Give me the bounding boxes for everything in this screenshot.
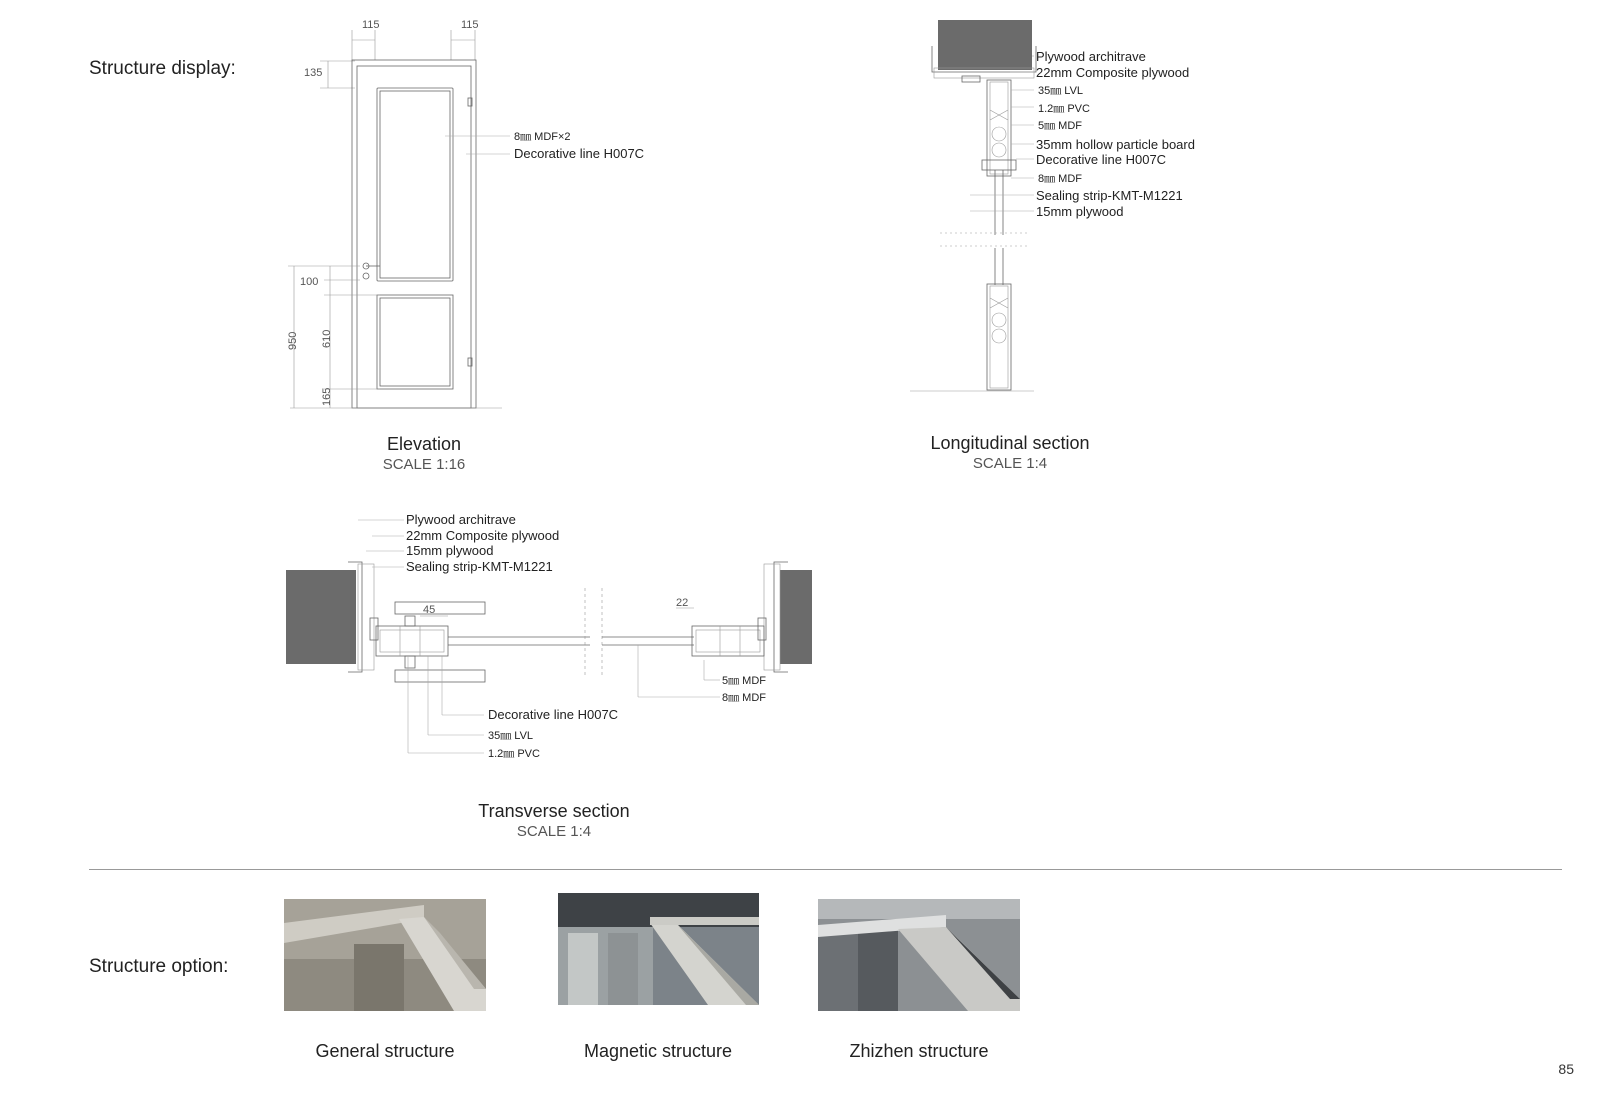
- structure-option-label: Structure option:: [89, 956, 229, 977]
- structure-display-label: Structure display:: [89, 58, 236, 79]
- dim-handle-gap: 100: [300, 276, 319, 288]
- trans-dim-right: 22: [676, 597, 689, 609]
- section-divider: [89, 869, 1562, 870]
- option-label-magnetic: Magnetic structure: [583, 1041, 733, 1061]
- longitudinal-section-drawing: [910, 10, 1250, 410]
- long-label-7: 8㎜ MDF: [1038, 173, 1082, 185]
- longitudinal-scale: SCALE 1:4: [972, 455, 1048, 472]
- long-label-6: Decorative line H007C: [1036, 152, 1167, 167]
- longitudinal-caption: [890, 433, 1130, 472]
- trans-right-label-1: 8㎜ MDF: [722, 692, 766, 704]
- option-label-zhizhen: Zhizhen structure: [849, 1041, 989, 1061]
- long-label-8: Sealing strip-KMT-M1221: [1036, 188, 1183, 203]
- dim-top-left: 115: [362, 19, 380, 31]
- dim-top-right: 115: [461, 19, 479, 31]
- trans-dim-left: 45: [423, 604, 436, 616]
- long-label-5: 35mm hollow particle board: [1036, 137, 1195, 152]
- trans-bottom-label-2: 1.2㎜ PVC: [488, 748, 540, 760]
- trans-top-label-3: Sealing strip-KMT-M1221: [406, 559, 553, 574]
- magnetic-structure-image: [558, 893, 759, 1005]
- trans-right-label-0: 5㎜ MDF: [722, 675, 766, 687]
- transverse-section-drawing: [280, 512, 840, 780]
- trans-top-label-1: 22mm Composite plywood: [406, 528, 560, 543]
- transverse-title: Transverse section: [478, 801, 630, 821]
- dim-head: 135: [304, 67, 323, 79]
- general-structure-image: [284, 899, 486, 1011]
- elevation-scale: SCALE 1:16: [382, 456, 466, 473]
- elevation-drawing: [280, 10, 645, 410]
- long-label-4: 5㎜ MDF: [1038, 120, 1082, 132]
- dim-lower-panel: 610: [321, 329, 333, 348]
- page-number: 85: [1558, 1061, 1574, 1077]
- option-label-general: General structure: [315, 1041, 455, 1061]
- long-label-2: 35㎜ LVL: [1038, 85, 1084, 97]
- transverse-scale: SCALE 1:4: [516, 823, 592, 840]
- dim-bottom: 165: [321, 387, 333, 406]
- zhizhen-structure-image: [818, 899, 1020, 1011]
- dim-height: 950: [287, 331, 299, 350]
- long-label-0: Plywood architrave: [1036, 49, 1146, 64]
- elevation-label-mdf: 8㎜ MDF×2: [514, 131, 571, 143]
- trans-bottom-label-1: 35㎜ LVL: [488, 730, 534, 742]
- trans-top-label-2: 15mm plywood: [406, 543, 494, 558]
- long-label-3: 1.2㎜ PVC: [1038, 103, 1090, 115]
- trans-top-label-0: Plywood architrave: [406, 512, 516, 527]
- transverse-caption: [434, 801, 674, 840]
- longitudinal-title: Longitudinal section: [930, 433, 1090, 453]
- long-label-1: 22mm Composite plywood: [1036, 65, 1190, 80]
- long-label-9: 15mm plywood: [1036, 204, 1124, 219]
- elevation-label-decorative-line: Decorative line H007C: [514, 146, 645, 161]
- trans-bottom-label-0: Decorative line H007C: [488, 707, 619, 722]
- elevation-caption: [304, 434, 544, 473]
- elevation-title: Elevation: [386, 434, 462, 454]
